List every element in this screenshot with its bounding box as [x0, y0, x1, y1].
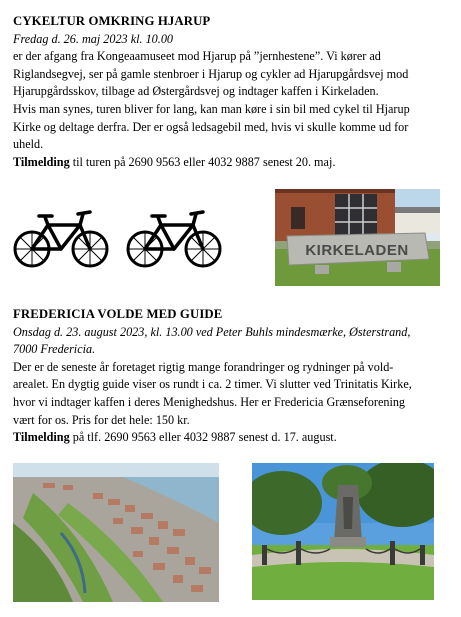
event2-date-line-2: 7000 Fredericia.: [13, 342, 96, 357]
event1-line-2: Riglandsegvej, ser på gamle stenbroer i Hjarup og cykler ad Hjarupgårdsvej mod: [13, 66, 409, 81]
event2-section: [13, 306, 449, 447]
event2-line-3: hvor vi indtager kaffen i deres Menighedshus. Her er Fredericia Grænseforening: [13, 394, 406, 409]
event1-line-5: Kirke og deltage derfra. Der er også ledsagebil med, hvis vi skulle komme ud for: [13, 119, 409, 134]
memorial-photo: [252, 463, 434, 600]
event1-signup-label: Tilmelding: [13, 154, 70, 169]
event2-signup-text: på tlf. 2690 9563 eller 4032 9887 senest d. 17. august.: [69, 430, 337, 445]
event1-title: CYKELTUR OMKRING HJARUP: [13, 14, 211, 28]
event2-line-4: vært for os. Pris for det hele: 150 kr.: [13, 412, 190, 427]
event2-line-1: Der er de seneste år foretaget rigtig mange forandringer og rydninger på vold-: [13, 359, 394, 374]
event1-date: Fredag d. 26. maj 2023 kl. 10.00: [13, 31, 174, 46]
event2-title: FREDERICIA VOLDE MED GUIDE: [13, 307, 223, 321]
event1-signup: [13, 154, 449, 172]
event1-line-3: Hjarupgårdsskov, tilbage ad Østergårdsvej og indtager kaffen i Kirkeladen.: [13, 84, 379, 99]
event1-line-1: er der afgang fra Kongeaamuseet mod Hjarup på ”jernhestene”. Vi kører ad: [13, 49, 381, 64]
kirkeladen-stone-text: KIRKELADEN: [305, 242, 409, 259]
event1-signup-text: til turen på 2690 9563 eller 4032 9887 senest 20. maj.: [69, 154, 336, 169]
event1-line-4: Hvis man synes, turen bliver for lang, kan man køre i sin bil med cykel til Hjarup: [13, 101, 410, 116]
event1-line-6: uheld.: [13, 137, 44, 152]
bicycle-icon: [12, 208, 110, 270]
event2-signup: [13, 429, 449, 447]
event1-section: [13, 13, 449, 171]
kirkeladen-photo: [275, 189, 440, 286]
fredericia-aerial-photo: [13, 463, 219, 602]
event2-date-line-1: Onsdag d. 23. august 2023, kl. 13.00 ved Peter Buhls mindesmærke, Østerstrand,: [13, 324, 411, 339]
event2-signup-label: Tilmelding: [13, 430, 70, 445]
event2-line-2: arealet. En dygtig guide viser os rundt i ca. 2 timer. Vi slutter ved Trinitatis Kirke,: [13, 377, 412, 392]
bicycle-icon: [125, 208, 223, 270]
